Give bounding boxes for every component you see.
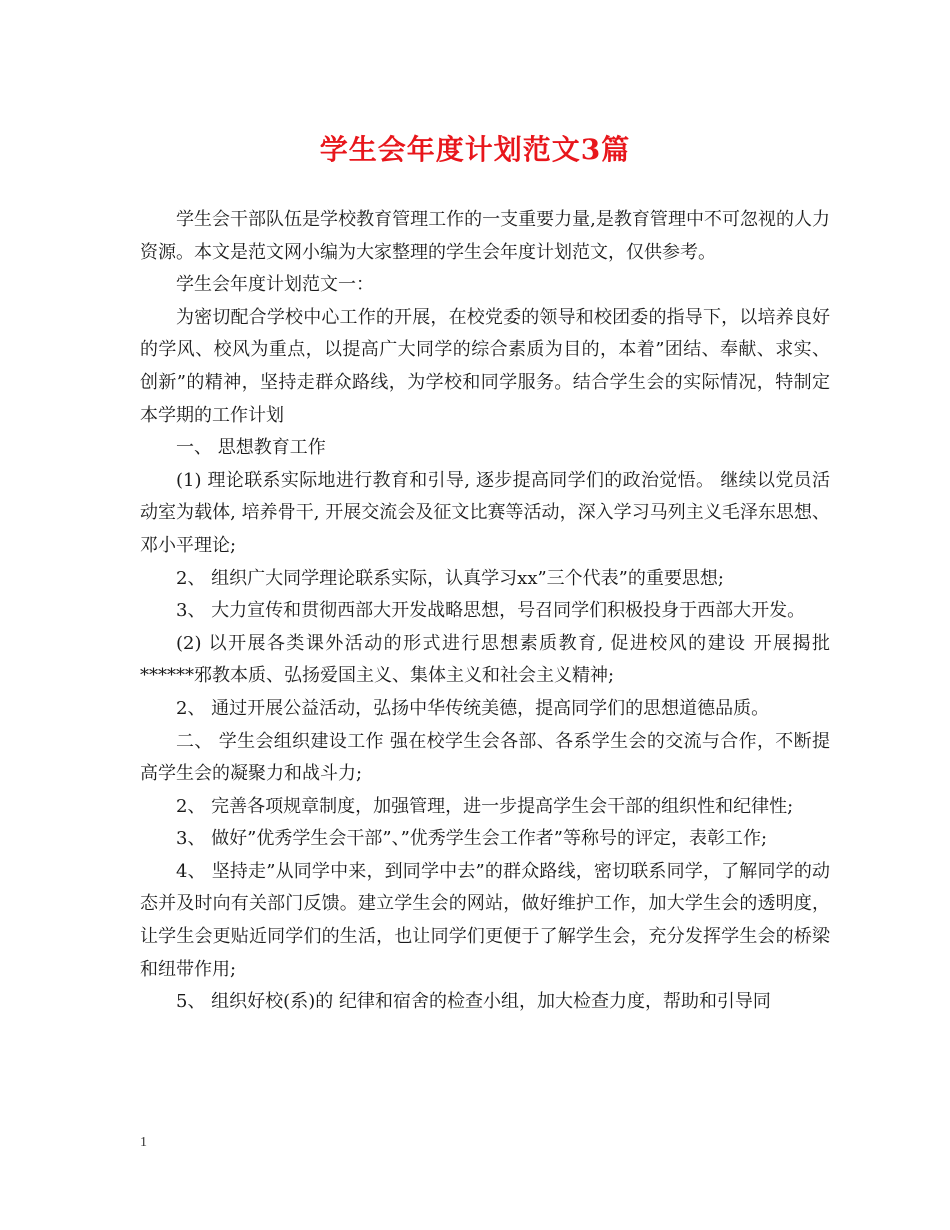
paragraph: 二、 学生会组织建设工作 强在校学生会各部、各系学生会的交流与合作，不断提高学生会的凝聚力和战斗力; xyxy=(140,730,830,785)
paragraph: 5、 组织好校(系)的 纪律和宿舍的检查小组，加大检查力度，帮助和引导同 xyxy=(176,991,771,1013)
paragraph: 2、 通过开展公益活动，弘扬中华传统美德，提高同学们的思想道德品质。 xyxy=(176,697,770,719)
paragraph: 学生会干部队伍是学校教育管理工作的一支重要力量,是教育管理中不可忽视的人力资源。本文是范文网小编为大家整理的学生会年度计划范文，仅供参考。 xyxy=(140,209,830,263)
page-number: 1 xyxy=(140,1135,147,1150)
paragraph: 4、 坚持走”从同学中来，到同学中去”的群众路线，密切联系同学，了解同学的动态并及时向有关部门反馈。建立学生会的网站，做好维护工作，加大学生会的透明度，让学生会更贴近同学们的生活，也让同学们更便于了解学生会，充分发挥学生会的桥梁和纽带作用; xyxy=(140,860,830,980)
paragraph: (1) 理论联系实际地进行教育和引导, 逐步提高同学们的政治觉悟。 继续以党员活动室为载体, 培养骨干, 开展交流会及征文比赛等活动，深入学习马列主义毛泽东思想、邓小平理论; xyxy=(140,469,830,556)
document-title: 学生会年度计划范文3篇 xyxy=(319,133,631,166)
paragraph: 2、 组织广大同学理论联系实际，认真学习xx”三个代表”的重要思想; xyxy=(176,567,724,589)
paragraph: 学生会年度计划范文一： xyxy=(176,274,374,296)
document-body xyxy=(140,204,830,1019)
paragraph: 2、 完善各项规章制度，加强管理，进一步提高学生会干部的组织性和纪律性; xyxy=(176,795,794,817)
paragraph: 为密切配合学校中心工作的开展，在校党委的领导和校团委的指导下，以培养良好的学风、校风为重点，以提高广大同学的综合素质为目的，本着”团结、奉献、求实、创新”的精神，坚持走群众路线，为学校和同学服务。结合学生会的实际情况，特制定本学期的工作计划 xyxy=(140,306,830,426)
paragraph: (2) 以开展各类课外活动的形式进行思想素质教育, 促进校风的建设 开展揭批******邪教本质、弘扬爱国主义、集体主义和社会主义精神; xyxy=(140,632,830,687)
paragraph: 3、 做好”优秀学生会干部”、”优秀学生会工作者”等称号的评定，表彰工作; xyxy=(176,828,768,850)
paragraph: 3、 大力宣传和贯彻西部大开发战略思想，号召同学们积极投身于西部大开发。 xyxy=(176,600,806,622)
paragraph: 一、 思想教育工作 xyxy=(176,437,326,459)
